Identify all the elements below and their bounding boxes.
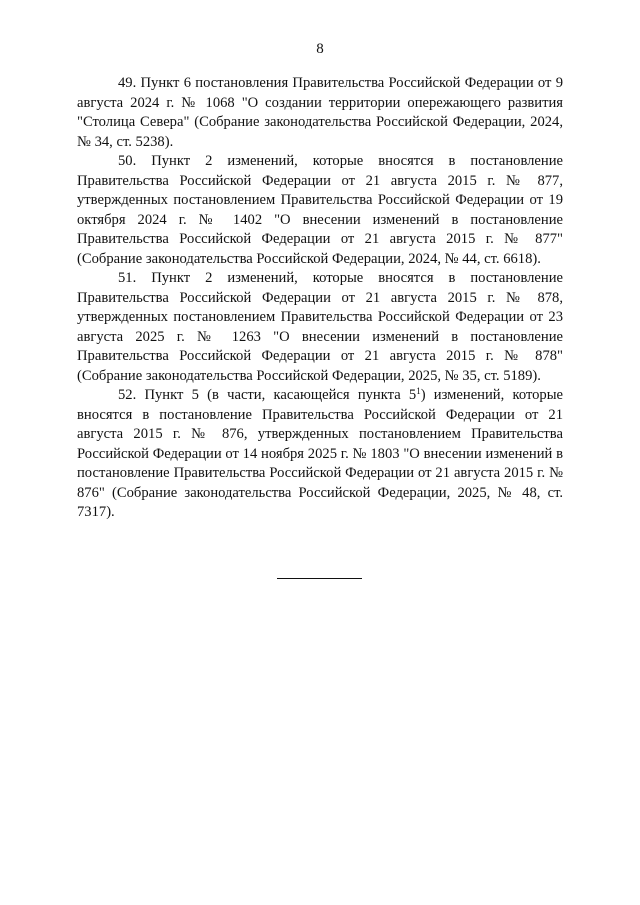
paragraph-50: 50. Пункт 2 изменений, которые вносятся в постановление Правительства Российской Федерации от 21 августа 2015 г. № 877, утвержденных постановлением Правительства Российской Федерации от 19 октября 2024 г. № 1402 "О внесении изменений в постановление Правительства Российской Федерации от 21 августа 2015 г. № 877" (Собрание законодательства Российской Федерации, 2024, № 44, ст. 6618). xyxy=(77,153,563,267)
paragraph-51: 51. Пункт 2 изменений, которые вносятся в постановление Правительства Российской Федерации от 21 августа 2015 г. № 878, утвержденных постановлением Правительства Российской Федерации от 23 августа 2025 г. № 1263 "О внесении изменений в постановление Правительства Российской Федерации от 21 августа 2015 г. № 878" (Собрание законодательства Российской Федерации, 2025, № 35, ст. 5189). xyxy=(77,270,563,384)
paragraph-52-text-end: ) изменений, которые вносятся в постановление Правительства Российской Федерации от 21 августа 2015 г. № 876, утвержденных постановлением Правительства Российской Федерации от 14 ноября 2025 г. № 1803 "О внесении изменений в постановление Правительства Российской Федерации от 21 августа 2015 г. № 876" (Собрание законодательства Российской Федерации, 2025, № 48, ст. 7317). xyxy=(77,387,564,520)
document-body xyxy=(77,74,563,523)
paragraph-49: 49. Пункт 6 постановления Правительства Российской Федерации от 9 августа 2024 г. № 1068 "О создании территории опережающего развития "Столица Севера" (Собрание законодательства Российской Федерации, 2024, № 34, ст. 5238). xyxy=(77,75,563,150)
paragraph-52-text-start: 52. Пункт 5 (в части, касающейся пункта 5 xyxy=(118,387,417,403)
paragraph-52-superscript: 1 xyxy=(416,386,421,396)
end-of-document-rule xyxy=(277,578,362,579)
page-number: 8 xyxy=(316,41,324,57)
paragraph-52 xyxy=(77,386,563,523)
